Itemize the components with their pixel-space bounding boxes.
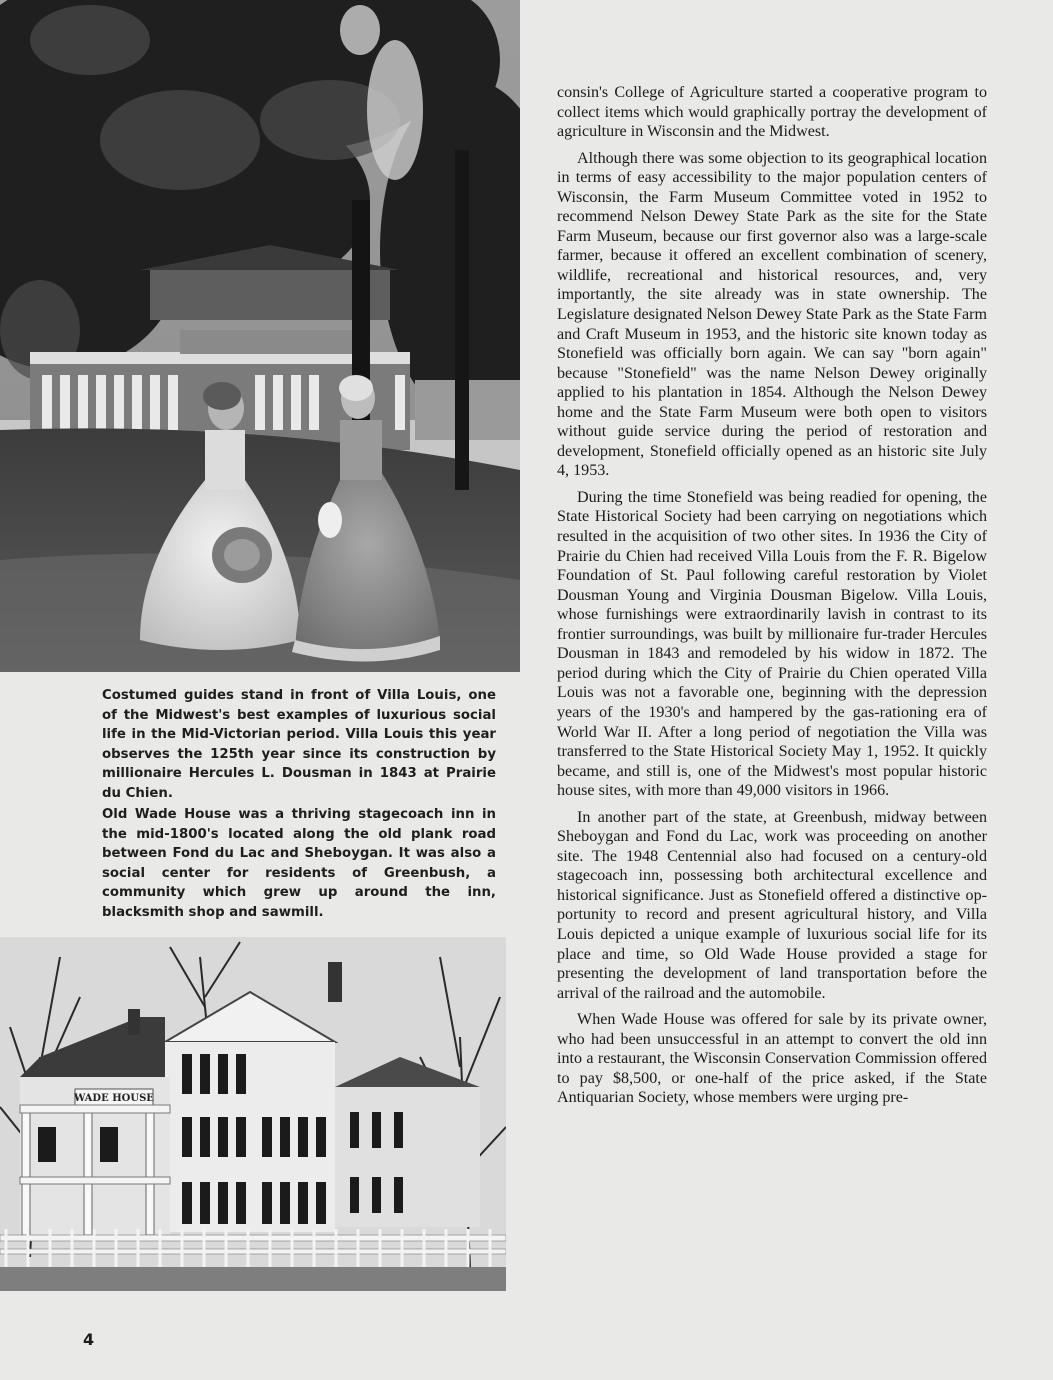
page-number: 4 (83, 1330, 95, 1349)
article-body (557, 83, 987, 1115)
villa-louis-photo (0, 0, 520, 672)
article-paragraph: consin's College of Agriculture started a cooperative program to collect items which would graphically portray the development of agriculture in Wisconsin and the Midwest. (557, 84, 987, 141)
article-paragraph: In another part of the state, at Greenbush, midway between Sheboygan and Fond du Lac, work was proceeding on another site. The 1948 Centennial also had focused on a century-old stagecoach inn, possessing both architectural excellence and historical significance. Just as Stonefield offered a distinctive opportunity to record and present agricultural history, and Villa Louis depicted a unique example of luxurious social life for its place and time, so Old Wade House provided a stage for presenting the development of land transportation before the arrival of the railroad and the automobile. (557, 808, 987, 1002)
article-paragraph: Although there was some objection to its geographical location in terms of easy accessibility to the major population centers of Wisconsin, the Farm Museum Committee voted in 1952 to recommend Nelson Dewey State Park as the site for the State Farm Museum, because our first governor also was a large-scale farmer, because it offered an excellent combination of scenery, wildlife, recreational and historical resources, and, very importantly, the site already was in state ownership. The Legislature designated Nelson Dewey State Park as the State Farm and Craft Museum in 1953, and the historic site known today as Stonefield was officially born again. We can say "born again" because "Stonefield" was the name Nelson Dewey originally applied to his plantation in 1854. Although the Nelson Dewey home and the State Farm Museum were both open to visitors without guide service during the period of restoration and development, Stonefield officially opened as an historic site July 4, 1953. (557, 149, 987, 480)
wade-house-photo (0, 937, 506, 1291)
wade-house-caption: Old Wade House was a thriving stagecoach inn in the mid-1800's located along the old plank road between Fond du Lac and Sheboygan. It was also a social center for residents of Greenbush, a community which grew up around the inn, blacksmith shop and sawmill. (102, 807, 496, 920)
wade-house-sign: WADE HOUSE (74, 1093, 154, 1104)
villa-louis-caption: Costumed guides stand in front of Villa Louis, one of the Midwest's best examples of luxurious social life in the Mid-Victorian period. Villa Louis this year observes the 125th year since its construction by millionaire Hercules L. Dousman in 1843 at Prairie du Chien. (102, 688, 496, 801)
article-paragraph: During the time Stonefield was being readied for opening, the State Historical Society had been carrying on negotiations which resulted in the acquisition of two other sites. In 1936 the City of Prairie du Chien had received Villa Louis from the F. R. Bigelow Foundation of St. Paul following careful restoration by Violet Dousman Young and Virginia Dousman Bigelow. Villa Louis, whose furnishings were extraordinarily lavish in contrast to its frontier surroundings, was built by millionaire fur-trader Hercules Dousman in 1843 and remodeled by his widow in 1872. The period during which the City of Prairie du Chien operated Villa Louis was not a favorable one, beginning with the depression years of the 1930's and hampered by the gas-rationing era of World War II. After a long period of negotiation the Villa was transferred to the State Historical Society May 1, 1952. It quickly became, and still is, one of the Midwest's most popular historic house sites, with more than 49,000 visitors in 1966. (557, 488, 987, 800)
article-paragraph: When Wade House was offered for sale by its private owner, who had been unsuccessful in an attempt to convert the old inn into a restaurant, the Wisconsin Conservation Commission offered to pay $8,500, or one-half of the price asked, if the State Antiquarian Society, whose members were urging pre- (557, 1011, 987, 1107)
